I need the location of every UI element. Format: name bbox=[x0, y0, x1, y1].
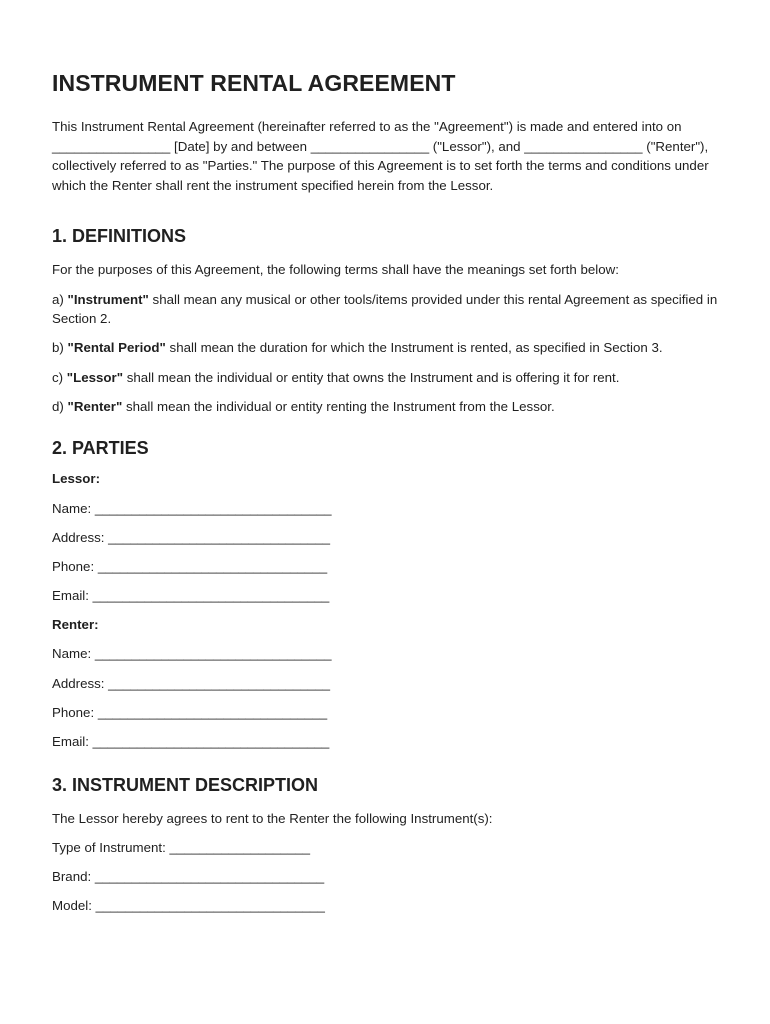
section-parties-heading: 2. PARTIES bbox=[52, 438, 149, 459]
instrument-model-field: Model: _______________________________ bbox=[52, 898, 325, 914]
definition-text: shall mean the individual or entity that owns the Instrument and is offering it for rent. bbox=[123, 369, 620, 385]
section-definitions-heading: 1. DEFINITIONS bbox=[52, 226, 187, 247]
renter-phone-field: Phone: _______________________________ bbox=[52, 704, 328, 720]
definition-term: "Instrument" bbox=[67, 291, 149, 307]
instrument-type-field: Type of Instrument: ___________________ bbox=[52, 839, 311, 855]
definition-term: "Renter" bbox=[67, 398, 123, 414]
lessor-phone-field: Phone: _______________________________ bbox=[52, 558, 328, 574]
definitions-lead: For the purposes of this Agreement, the following terms shall have the meanings set forth below: bbox=[52, 262, 619, 278]
document-title: INSTRUMENT RENTAL AGREEMENT bbox=[52, 70, 456, 96]
definition-prefix: a) bbox=[52, 291, 68, 307]
definition-item-renter bbox=[52, 397, 718, 417]
lessor-label: Lessor: bbox=[52, 471, 101, 487]
definition-prefix: d) bbox=[52, 398, 68, 414]
renter-address-field: Address: ______________________________ bbox=[52, 675, 331, 691]
definition-text: shall mean the individual or entity renting the Instrument from the Lessor. bbox=[122, 398, 555, 414]
definition-prefix: c) bbox=[52, 369, 67, 385]
renter-label: Renter: bbox=[52, 617, 99, 633]
definition-item-rental-period bbox=[52, 338, 718, 358]
definition-text: shall mean the duration for which the Instrument is rented, as specified in Section 3. bbox=[165, 340, 663, 356]
definition-prefix: b) bbox=[52, 340, 68, 356]
definition-term: "Rental Period" bbox=[67, 340, 166, 356]
definition-item-lessor bbox=[52, 368, 718, 388]
instrument-brand-field: Brand: _______________________________ bbox=[52, 868, 325, 884]
renter-email-field: Email: ________________________________ bbox=[52, 734, 330, 749]
definition-term: "Lessor" bbox=[66, 369, 123, 385]
definition-item-instrument bbox=[52, 290, 718, 329]
lessor-address-field: Address: ______________________________ bbox=[52, 529, 331, 545]
lessor-name-field: Name: ________________________________ bbox=[52, 500, 332, 516]
definition-text: shall mean any musical or other tools/items provided under this rental Agreement as specified in Section 2. bbox=[52, 291, 718, 327]
lessor-email-field: Email: ________________________________ bbox=[52, 588, 330, 604]
intro-paragraph: This Instrument Rental Agreement (hereinafter referred to as the "Agreement") is made and entered into on ________________ [Date] by and between ________________ ("Lessor"), and ________________ ("Renter"), collectively referred to as "Parties." The purpose of this Agreement is to set forth the terms and conditions under which the Renter shall rent the instrument specified herein from the Lessor. bbox=[52, 119, 709, 193]
section-instrument-description-heading: 3. INSTRUMENT DESCRIPTION bbox=[52, 774, 319, 795]
description-lead: The Lessor hereby agrees to rent to the Renter the following Instrument(s): bbox=[52, 810, 493, 826]
renter-name-field: Name: ________________________________ bbox=[52, 646, 332, 662]
